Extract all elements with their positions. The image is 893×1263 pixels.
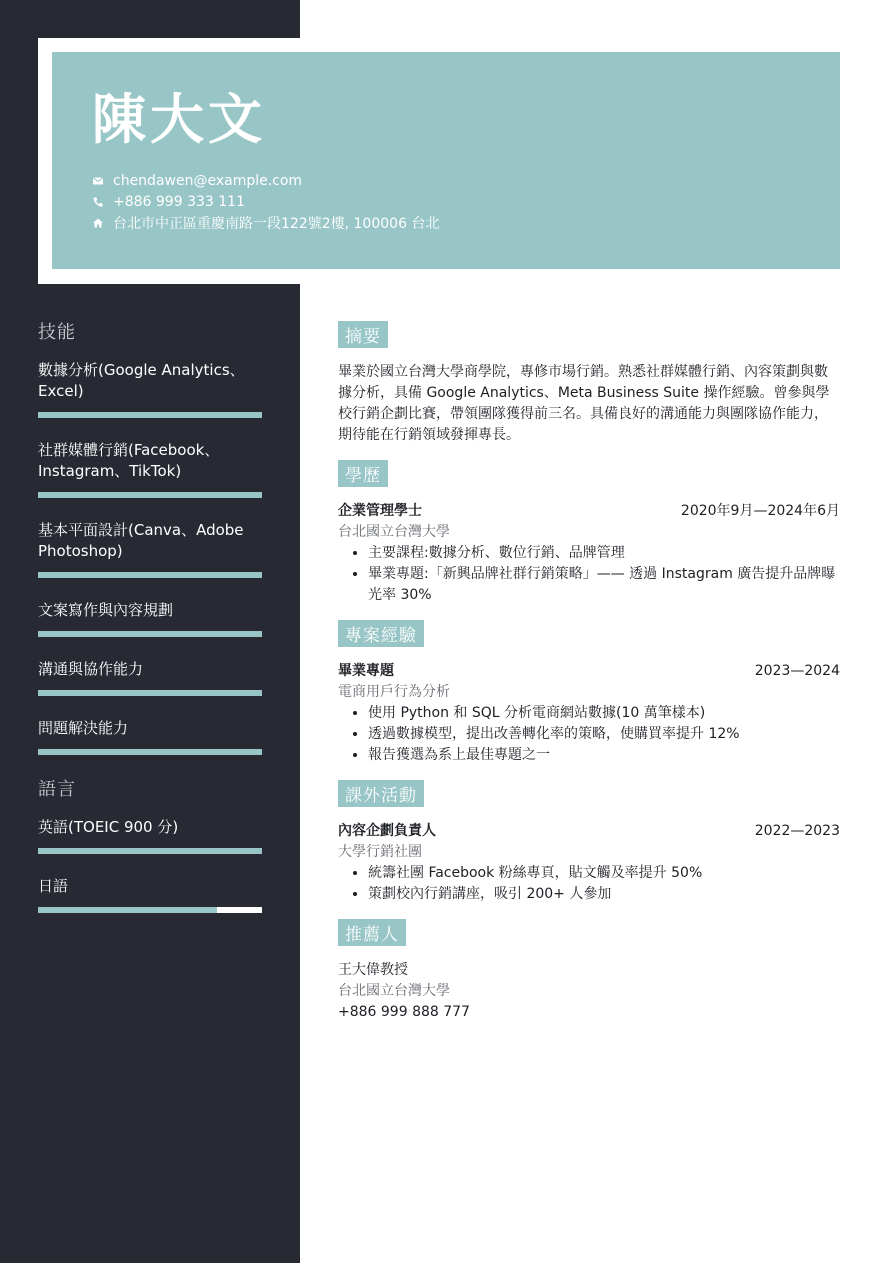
activity-dates: 2022—2023 (754, 823, 840, 839)
language-item (38, 876, 262, 913)
skill-name: 文案寫作與內容規劃 (38, 601, 174, 619)
reference-name: 王大偉教授 (338, 962, 408, 978)
skill-item (38, 659, 262, 696)
skill-name: 數據分析(Google Analytics、Excel) (38, 361, 245, 400)
project-dates: 2023—2024 (754, 663, 840, 679)
skill-name: 基本平面設計(Canva、Adobe Photoshop) (38, 521, 244, 560)
language-level-fill (38, 907, 217, 913)
skill-level-bar (38, 412, 262, 418)
header (52, 52, 840, 269)
activity-entry (338, 821, 840, 905)
contact-email-row (92, 170, 439, 191)
list-item: • 使用 Python 和 SQL 分析電商網站數據(10 萬筆樣本) (368, 703, 840, 724)
languages-heading: 語言 (38, 779, 76, 800)
skill-item (38, 360, 262, 418)
summary-text: 畢業於國立台灣大學商學院，專修市場行銷。熟悉社群媒體行銷、內容策劃與數據分析，具備 Google Analytics、Meta Business Suite 操作經驗。曾參與學校行銷企劃比賽，帶領團隊獲得前三名。具備良好的溝通能力與團隊協作能力，期待能在行銷領域發揮專長。 (338, 364, 830, 443)
project-entry (338, 661, 840, 766)
home-icon (92, 217, 104, 229)
sidebar-content (38, 318, 262, 935)
skills-list (38, 360, 262, 755)
skill-level-fill (38, 412, 262, 418)
skill-name: 社群媒體行銷(Facebook、Instagram、TikTok) (38, 441, 220, 480)
skill-level-bar (38, 631, 262, 637)
skill-level-bar (38, 690, 262, 696)
contact-phone: +886 999 333 111 (113, 193, 245, 210)
education-degree: 企業管理學士 (338, 503, 422, 519)
reference-entry (338, 960, 840, 1023)
phone-icon (92, 196, 104, 208)
languages-list (38, 817, 262, 913)
skill-level-fill (38, 572, 262, 578)
activity-bullets (338, 863, 840, 905)
project-entry-head (338, 661, 840, 682)
activity-org: 大學行銷社團 (338, 844, 422, 860)
skill-name: 溝通與協作能力 (38, 660, 144, 678)
activity-role: 內容企劃負責人 (338, 823, 436, 839)
contact-phone-row (92, 191, 439, 212)
summary-heading: 摘要 (338, 321, 388, 348)
list-item: • 報告獲選為系上最佳專題之一 (368, 745, 840, 766)
education-entry-head (338, 501, 840, 522)
list-item: • 畢業專題:「新興品牌社群行銷策略」—— 透過 Instagram 廣告提升品牌曝光率 30% (368, 564, 840, 606)
education-entry (338, 501, 840, 606)
main-content (338, 321, 840, 1023)
candidate-name: 陳大文 (92, 88, 266, 151)
skill-name: 問題解決能力 (38, 719, 129, 737)
contact-info (92, 170, 439, 233)
activity-entry-head (338, 821, 840, 842)
references-heading: 推薦人 (338, 919, 406, 946)
skill-item (38, 600, 262, 637)
skill-level-fill (38, 749, 262, 755)
education-dates: 2020年9月—2024年6月 (680, 503, 840, 519)
list-item: • 策劃校內行銷講座，吸引 200+ 人參加 (368, 884, 840, 905)
education-heading: 學歷 (338, 460, 388, 487)
contact-email[interactable]: chendawen@example.com (113, 172, 303, 189)
projects-heading: 專案經驗 (338, 620, 424, 647)
skill-level-fill (38, 492, 262, 498)
language-level-bar (38, 907, 262, 913)
skill-item (38, 440, 262, 498)
education-school: 台北國立台灣大學 (338, 524, 450, 540)
reference-phone: +886 999 888 777 (338, 1004, 470, 1020)
reference-org: 台北國立台灣大學 (338, 983, 450, 999)
language-level-bar (38, 848, 262, 854)
skills-heading: 技能 (38, 322, 76, 343)
skill-item (38, 520, 262, 578)
language-level-fill (38, 848, 262, 854)
skill-level-bar (38, 492, 262, 498)
language-name: 日語 (38, 877, 69, 895)
contact-address: 台北市中正區重慶南路一段122號2樓, 100006 台北 (113, 215, 440, 232)
project-subtitle: 電商用戶行為分析 (338, 684, 450, 700)
list-item: • 統籌社團 Facebook 粉絲專頁，貼文觸及率提升 50% (368, 863, 840, 884)
mail-icon (92, 175, 104, 187)
skill-level-bar (38, 749, 262, 755)
skill-level-bar (38, 572, 262, 578)
education-bullets (338, 543, 840, 606)
language-item (38, 817, 262, 854)
skill-level-fill (38, 690, 262, 696)
project-name: 畢業專題 (338, 663, 394, 679)
project-bullets (338, 703, 840, 766)
contact-address-row (92, 212, 439, 233)
language-name: 英語(TOEIC 900 分) (38, 818, 179, 836)
skill-level-fill (38, 631, 262, 637)
activities-heading: 課外活動 (338, 780, 424, 807)
list-item: • 透過數據模型，提出改善轉化率的策略，使購買率提升 12% (368, 724, 840, 745)
list-item: • 主要課程:數據分析、數位行銷、品牌管理 (368, 543, 840, 564)
skill-item (38, 718, 262, 755)
